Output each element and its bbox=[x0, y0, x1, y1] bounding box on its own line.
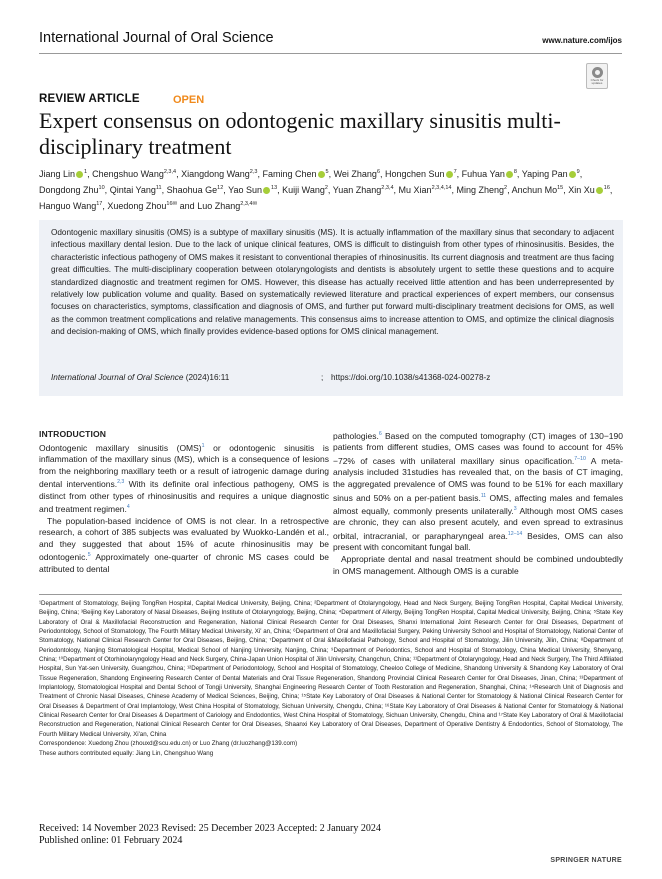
citation-volume: (2024)16:11 bbox=[183, 373, 230, 382]
paragraph: The population-based incidence of OMS is not clear. In a retrospective research, a cohort of 385 subjects was evaluated by Wuokko-Landén et al., and they suggested that about 15% of acute rhinosinusitis may be odontogenic.$^5$ Approximately one-quarter of chronic MS cases could be attributed to dental bbox=[39, 515, 329, 574]
author-affiliation-ref: 10 bbox=[98, 185, 105, 192]
author-name[interactable]: Luo Zhang bbox=[197, 201, 241, 212]
author-affiliation-ref: 16 bbox=[603, 185, 610, 192]
author-affiliation-ref: 2 bbox=[504, 185, 508, 192]
reference-link[interactable]: 4 bbox=[126, 504, 130, 511]
section-heading: INTRODUCTION bbox=[39, 429, 107, 439]
author-affiliation-ref: 5 bbox=[325, 169, 329, 175]
reference-link[interactable]: 3 bbox=[513, 506, 517, 513]
author-name[interactable]: Jiang Lin bbox=[39, 169, 76, 179]
author-name[interactable]: Mu Xian bbox=[398, 185, 432, 196]
author-affiliation-ref: 16✉ bbox=[166, 201, 178, 208]
correspondence: Correspondence: Xuedong Zhou (zhouxd@scu.edu.cn) or Luo Zhang (dr.luozhang@139.com) bbox=[39, 740, 298, 748]
journal-url-link[interactable]: www.nature.com/ijos bbox=[542, 36, 622, 45]
author-name[interactable]: Yuan Zhang bbox=[332, 185, 382, 196]
paragraph: Odontogenic maxillary sinusitis (OMS)$^1$ or odontogenic sinusitis is inflammation of the maxillary sinus (MS), which is a consequence of lesions from the neighboring maxillary teeth or a result of iatrogenic damage during dental interventions.$^{2,3}$ With its definite oral infectious pathogeny, OMS is distinct from other types of rhinosinusitis and requires a unique diagnostic and treatment regimen.$^4$ bbox=[39, 442, 330, 515]
open-access-label: OPEN bbox=[173, 94, 205, 106]
doi-link[interactable]: https://doi.org/10.1038/s41368-024-00278-z bbox=[331, 373, 491, 382]
author-affiliation-ref: 2 bbox=[324, 185, 328, 192]
paragraph: Appropriate dental and nasal treatment should be combined undoubtedly in OMS management. Although OMS is a curable bbox=[333, 554, 623, 576]
received-dates: Received: 14 November 2023 Revised: 25 December 2023 Accepted: 2 January 2024 bbox=[39, 823, 381, 834]
body-column-left bbox=[39, 429, 329, 575]
body-column-right bbox=[333, 429, 623, 577]
author-affiliation-ref: 2,3,4 bbox=[381, 185, 394, 192]
author-affiliation-ref: 17 bbox=[96, 201, 103, 208]
author-name[interactable]: Anchun Mo bbox=[511, 185, 558, 196]
author-affiliation-ref: 2,3,4 bbox=[163, 169, 177, 175]
author-affiliation-ref: 2,3 bbox=[249, 169, 258, 175]
article-type: REVIEW ARTICLE bbox=[39, 93, 140, 105]
paragraph: pathologies.$^6$ Based on the computed tomography (CT) images of 130−190 patients from different studies, OMS cases was found to account for 45%−72% of cases with unilateral maxillary sinus opacification.$^{7-10}$ A meta-analysis included 31studies has revealed that, on the basis of CT imaging, the aggregated prevalence of OMS was found to be 51% for each maxillary sinus and 50% on a per-patient basis.$^{11}$ OMS, affecting males and females almost equally, commonly presents unilaterally.$^3$ Although most OMS cases are chronic, they can also present acutely, and even spread to extrasinus orbital, intracranial, or parapharyngeal area.$^{12-14}$ Besides, OMS can also present with concomitant fungal ball. bbox=[333, 430, 623, 553]
reference-link[interactable]: 12–14 bbox=[507, 531, 523, 538]
author-affiliation-ref: 2,3,4✉ bbox=[240, 201, 258, 208]
citation-line bbox=[51, 373, 491, 382]
author-affiliation-ref: 15 bbox=[557, 185, 564, 192]
author-affiliation-ref: 7 bbox=[453, 169, 457, 175]
abstract-text: Odontogenic maxillary sinusitis (OMS) is a subtype of maxillary sinusitis (MS). It is actually inflammation of the maxillary sinus that secondary to adjacent infectious maxillary dental lesion. Due to the lack of unique clinical features, OMS is difficult to distinguish from other types of rhinosinusitis. Besides, the characteristic infectious pathogeny of OMS makes it resistant to conventional therapies of rhinosinusitis. Its current diagnosis and treatment are thus facing great difficulties. The multi-disciplinary cooperation between otolaryngologists and dentists is absolutely urgent to settle these questions and to acquire standardized diagnostic and treatment regimen for OMS. However, this disease has actually received little attention and has been underrepresented by relatively low publication volume and quality. Based on systematically reviewed literature and practical experiences of expert members, our consensus focuses on characteristics, symptoms, classification and diagnosis of OMS, and further put forward multi-disciplinary treatment decisions for OMS, as well as the common treatment complications and relative managements. This consensus aims to increase attention to OMS, and optimize the clinical diagnosis and decision-making of OMS, which finally provides evidence-based options for OMS clinical management. bbox=[51, 228, 614, 337]
header-divider bbox=[39, 53, 622, 54]
citation-separator: ; bbox=[321, 373, 324, 382]
reference-link[interactable]: 2,3 bbox=[117, 479, 125, 486]
author-name[interactable]: Fuhua Yan bbox=[461, 169, 505, 179]
author-name[interactable]: Chengshuo Wang bbox=[92, 169, 164, 179]
author-name[interactable]: Ming Zheng bbox=[456, 185, 505, 196]
author-affiliation-ref: 8 bbox=[513, 169, 517, 175]
reference-link[interactable]: 1 bbox=[201, 442, 205, 449]
author-name[interactable]: Shaohua Ge bbox=[166, 185, 218, 196]
author-affiliation-ref: 2,3,4,14 bbox=[431, 185, 452, 192]
orcid-icon[interactable] bbox=[263, 187, 270, 194]
orcid-icon[interactable] bbox=[446, 171, 453, 178]
author-name[interactable]: Yao Sun bbox=[228, 185, 263, 196]
reference-link[interactable]: 5 bbox=[87, 552, 91, 559]
author-name[interactable]: Faming Chen bbox=[262, 169, 317, 179]
journal-name: International Journal of Oral Science bbox=[39, 30, 274, 46]
affiliations-block bbox=[39, 599, 623, 758]
reference-link[interactable]: 7–10 bbox=[574, 456, 586, 463]
footnote-divider bbox=[39, 594, 622, 595]
author-affiliation-ref: 13 bbox=[271, 185, 278, 192]
check-for-updates-badge[interactable] bbox=[586, 63, 608, 89]
article-title: Expert consensus on odontogenic maxillary sinusitis multi-disciplinary treatment bbox=[39, 108, 561, 159]
equal-contribution-note: These authors contributed equally: Jiang Lin, Chengshuo Wang bbox=[39, 749, 214, 757]
citation-journal: International Journal of Oral Science bbox=[51, 373, 184, 382]
author-name[interactable]: Xuedong Zhou bbox=[107, 201, 167, 212]
affiliations-text: ¹Department of Stomatology, Beijing TongRen Hospital, Capital Medical University, Beijing, China; ²Department of Otolaryngology, Head and Neck Surgery, Beijing TongRen Hospital, Capital Medical University, Beijing, China; ³Beijing Key Laboratory of Nasal Diseases, Beijing Institute of Otolaryngology, Beijing, China; ⁴Department of Allergy, Beijing TongRen Hospital, Capital Medical University, Beijing, China; ⁵State Key Laboratory of Oral & Maxillofacial Reconstruction and Regeneration, National Clinical Research Center for Oral Diseases, Shanxi International Joint Research Center for Oral Diseases, Department of Periodontology, School of Stomatology, The Fourth Military Medical University, Xi' an, China; ⁶Department of Oral and Maxillofacial Surgery, Peking University School and Hospital of Stomatology, National Center of Stomatology, National Clinical Research Center for Oral Diseases, Beijing, China; ⁷Department of Oral &Maxillofacial Pathology, School and Hospital of Stomatology, Jilin University, Jilin, China; ⁸Department of Periodontology, Nanjing Stomatological Hospital, Medical School of Nanjing University, Nanjing, China; ⁹Department of Periodontics, School and Hospital of Stomatology, China Medical University, Shenyang, China; ¹⁰Department of Otorhinolaryngology Head and Neck Surgery, China-Japan Union Hospital of Jilin University, Changchun, China; ¹¹Department of Otolaryngology, Head and Neck Surgery, The Third Affiliated Hospital, Sun Yat-sen University, Guangzhou, China; ¹²Department of Periodontology, School and Hospital of Stomatology, Cheeloo College of Medicine, Shandong University & Shandong Key Laboratory of Oral Tissue Regeneration, Shandong Engineering Research Center of Dental Materials and Oral Tissue Regeneration, Shandong Provincial Clinical Research Center for Oral Diseases, Jinan, China; ¹³Department of Implantology, Stomatological Hospital and Dental School of Tongji University, Shanghai Engineering Research Center of Tooth Restoration and Regeneration, Shanghai, China; ¹⁴Research Unit of Diagnosis and Treatment of Chronic Nasal Diseases, Chinese Academy of Medical Sciences, Beijing, China; ¹⁵State Key Laboratory of Oral Diseases & National Center for Stomatology & National Clinical Research Center for Oral Diseases & Department of Oral Implantology, West China Hospital of Stomatology, Sichuan University, Chengdu, China; ¹⁶State Key Laboratory of Oral Diseases & National Center for Stomatology & National Clinical Research Center for Oral Diseases & Department of Cariology and Endodontics, West China Hospital of Stomatology, Sichuan University, Chengdu, China and ¹⁷State Key Laboratory of Oral & Maxillofacial Reconstruction and Regeneration, National Clinical Research Center for Oral Diseases, Shaanxi Key Laboratory of Oral Diseases, Department of Operative Dentistry & Endodontics, School of Stomatology, The Fourth Military Medical University, Xi'an, China bbox=[39, 600, 623, 738]
author-affiliation-ref: 12 bbox=[217, 185, 224, 192]
published-date: Published online: 01 February 2024 bbox=[39, 835, 183, 847]
reference-link[interactable]: 11 bbox=[480, 492, 487, 499]
reference-link[interactable]: 6 bbox=[378, 431, 382, 437]
author-affiliation-ref: 9 bbox=[576, 169, 580, 175]
article-dates bbox=[39, 823, 381, 848]
author-affiliation-ref: 1 bbox=[84, 169, 88, 175]
orcid-icon[interactable] bbox=[318, 171, 325, 178]
orcid-icon[interactable] bbox=[76, 171, 83, 178]
orcid-icon[interactable] bbox=[506, 171, 513, 178]
orcid-icon[interactable] bbox=[569, 171, 576, 178]
update-icon bbox=[592, 67, 603, 78]
author-name[interactable]: Yaping Pan bbox=[521, 169, 568, 179]
author-list: Jiang Lin $^1$, Chengshuo Wang$^{2,3,4}$, Xiangdong Wang$^{2,3}$, Faming Chen $^5$, Wei Zhang$^6$, Hongchen Sun $^7$, Fuhua Yan $^8$, Yaping Pan $^9$, Dongdong Zhu$^{10}$, Qintai Yang$^{11}$, Shaohua Ge$^{12}$, Yao Sun $^{13}$, Kuiji Wang$^2$, Yuan Zhang$^{2,3,4}$, Mu Xian$^{2,3,4,14}$, Ming Zheng$^2$, Anchun Mo$^{15}$, Xin Xu $^{16}$, Hanguo Wang$^{17}$, Xuedong Zhou$^{16✉}$ and Luo Zhang$^{2,3,4✉}$ bbox=[39, 169, 613, 212]
author-name[interactable]: Wei Zhang bbox=[333, 169, 377, 179]
author-name[interactable]: Hanguo Wang bbox=[39, 201, 97, 212]
author-name[interactable]: Hongchen Sun bbox=[385, 169, 445, 179]
author-name[interactable]: Qintai Yang bbox=[109, 185, 156, 196]
check-for-updates-label: Check for updates bbox=[590, 78, 604, 86]
author-name[interactable]: Dongdong Zhu bbox=[39, 185, 99, 196]
author-name[interactable]: Xiangdong Wang bbox=[181, 169, 250, 179]
orcid-icon[interactable] bbox=[596, 187, 603, 194]
author-affiliation-ref: 11 bbox=[155, 185, 162, 192]
publisher-logo: SPRINGER NATURE bbox=[550, 857, 622, 864]
author-name[interactable]: Xin Xu bbox=[568, 185, 595, 196]
author-name[interactable]: Kuiji Wang bbox=[282, 185, 325, 196]
author-affiliation-ref: 6 bbox=[376, 169, 380, 175]
